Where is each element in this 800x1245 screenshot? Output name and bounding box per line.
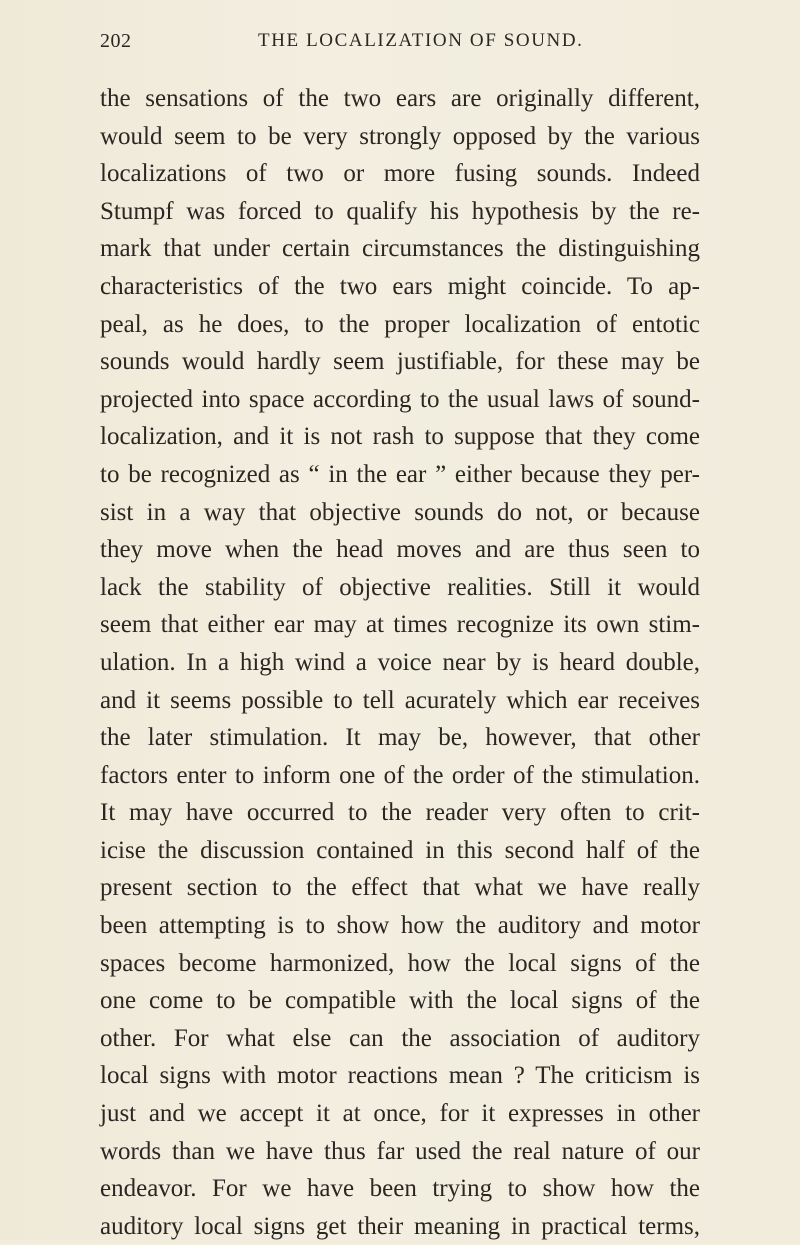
text-line: would seem to be very strongly opposed by the various bbox=[100, 122, 700, 150]
text-line: seem that either ear may at times recognize its own stim- bbox=[100, 611, 700, 639]
text-line: to be recognized as “ in the ear ” either because they per- bbox=[100, 460, 700, 488]
text-line: icise the discussion contained in this second half of the bbox=[100, 836, 700, 864]
text-line: local signs with motor reactions mean ? The criticism is bbox=[100, 1062, 700, 1090]
text-line: It may have occurred to the reader very often to crit- bbox=[100, 799, 700, 827]
text-line: present section to the effect that what we have really bbox=[100, 874, 700, 902]
text-line: other. For what else can the association of auditory bbox=[100, 1024, 700, 1052]
text-line: Stumpf was forced to qualify his hypothesis by the re- bbox=[100, 197, 700, 225]
text-line: projected into space according to the usual laws of sound- bbox=[100, 385, 700, 413]
text-line: localizations of two or more fusing sounds. Indeed bbox=[100, 160, 700, 188]
text-line: lack the stability of objective realities. Still it would bbox=[100, 573, 700, 601]
text-line: and it seems possible to tell acurately which ear receives bbox=[100, 686, 700, 714]
text-line: been attempting is to show how the auditory and motor bbox=[100, 912, 700, 940]
text-line: just and we accept it at once, for it expresses in other bbox=[100, 1100, 700, 1128]
body-text bbox=[100, 80, 700, 1245]
text-line: sist in a way that objective sounds do not, or because bbox=[100, 498, 700, 526]
page-number: 202 bbox=[100, 30, 132, 52]
page-header bbox=[100, 30, 700, 60]
text-line: sounds would hardly seem justifiable, for these may be bbox=[100, 348, 700, 376]
text-line: factors enter to inform one of the order of the stimulation. bbox=[100, 761, 700, 789]
text-line: endeavor. For we have been trying to show how the bbox=[100, 1175, 700, 1203]
text-line: ulation. In a high wind a voice near by is heard double, bbox=[100, 648, 700, 676]
text-line: characteristics of the two ears might coincide. To ap- bbox=[100, 272, 700, 300]
text-line: one come to be compatible with the local signs of the bbox=[100, 987, 700, 1015]
text-line: they move when the head moves and are thus seen to bbox=[100, 536, 700, 564]
text-line: peal, as he does, to the proper localization of entotic bbox=[100, 310, 700, 338]
text-line: localization, and it is not rash to suppose that they come bbox=[100, 423, 700, 451]
text-line: the sensations of the two ears are originally different, bbox=[100, 85, 700, 112]
text-line: spaces become harmonized, how the local signs of the bbox=[100, 949, 700, 977]
text-line: words than we have thus far used the real nature of our bbox=[100, 1137, 700, 1165]
text-line: the later stimulation. It may be, however, that other bbox=[100, 724, 700, 752]
text-line: mark that under certain circumstances the distinguishing bbox=[100, 235, 700, 263]
text-line: auditory local signs get their meaning in practical terms, bbox=[100, 1212, 700, 1240]
running-title: THE LOCALIZATION OF SOUND. bbox=[258, 30, 584, 51]
